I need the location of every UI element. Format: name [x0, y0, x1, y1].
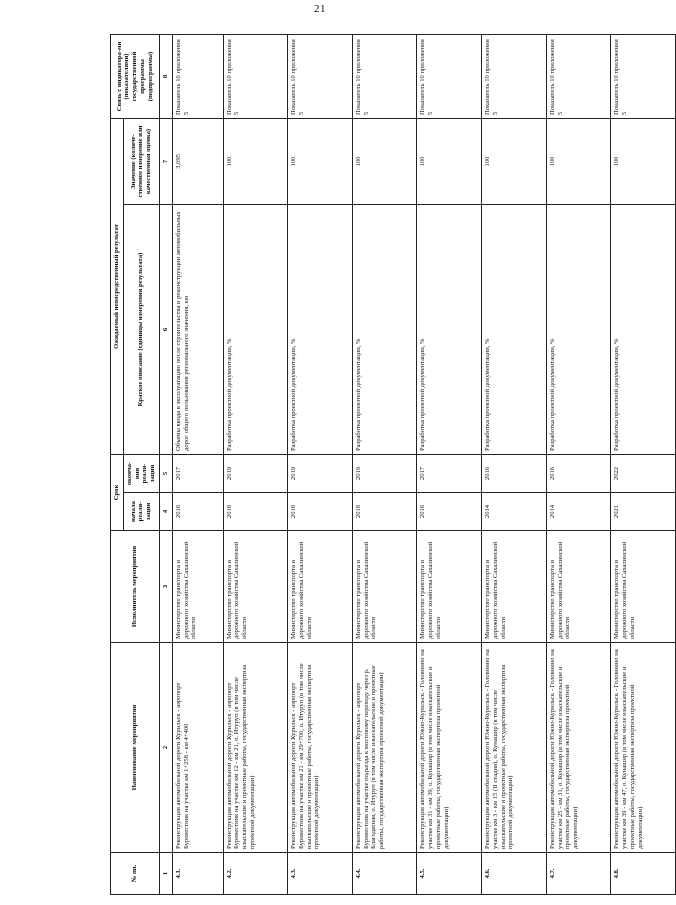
executor: Министерство транспорта и дорожного хозяйства Сахалинской области	[611, 531, 676, 643]
index-cell: 6	[159, 205, 172, 455]
header-value: Значение (количе-ственное измерение или качественная оценка)	[123, 118, 159, 204]
measure-name: Реконструкция автомобильной дороги Южно-Курильск - Головнино на участке км 25 - км 31, о. Кунашир (в том числе изыскательские и проектные работы, государственная экспертиза проектной документации)	[546, 643, 611, 853]
end-year: 2019	[352, 455, 417, 493]
table-row	[172, 34, 223, 894]
result-value: 100	[288, 118, 353, 204]
rotated-table-container	[110, 35, 644, 895]
table-row	[611, 34, 676, 894]
header-expected: Ожидаемый непосредственный результат	[111, 118, 124, 454]
row-number: 4.7.	[546, 853, 611, 895]
executor: Министерство транспорта и дорожного хозяйства Сахалинской области	[417, 531, 482, 643]
end-year: 2016	[482, 455, 547, 493]
indicator-link: Показатель 10 приложения 5	[172, 34, 223, 118]
start-year: 2018	[352, 493, 417, 531]
result-description: Разработка проектной документации, %	[288, 205, 353, 455]
start-year: 2014	[546, 493, 611, 531]
executor: Министерство транспорта и дорожного хозяйства Сахалинской области	[546, 531, 611, 643]
table-row	[417, 34, 482, 894]
executor: Министерство транспорта и дорожного хозяйства Сахалинской области	[288, 531, 353, 643]
end-year: 2017	[172, 455, 223, 493]
index-cell: 7	[159, 118, 172, 204]
result-description: Разработка проектной документации, %	[546, 205, 611, 455]
end-year: 2019	[288, 455, 353, 493]
executor: Министерство транспорта и дорожного хозяйства Сахалинской области	[172, 531, 223, 643]
measure-name: Реконструкция автомобильной дороги Курильск - аэропорт Буревестник на участке подъезда к мостовому переходу через р. Благодатная, о. Итуруп (в том числе изыскательские и проектные работы, государственная экспертиза проектной документации)	[352, 643, 417, 853]
measure-name: Реконструкция автомобильной дороги Южно-Курильск - Головнино на участке км 39 - км 47, о. Кунашир (в том числе изыскательские и проектные работы, государственная экспертиза проектной документации)	[611, 643, 676, 853]
row-number: 4.2.	[223, 853, 288, 895]
measure-name: Реконструкция автомобильной дороги Курильск - аэропорт Буревестник на участке км 21 - км 29+700, о. Итуруп (в том числе изыскательские и проектные работы, государственная экспертиза проектной документации)	[288, 643, 353, 853]
measure-name: Реконструкция автомобильной дороги Южно-Курильск - Головнино на участке км 3 - км 15 (II стадия), о. Кунашир (в том числе изыскательские и проектные работы, государственная экспертиза проектной документации)	[482, 643, 547, 853]
index-cell: 1	[159, 853, 172, 895]
row-number: 4.5.	[417, 853, 482, 895]
header-term: Срок	[111, 455, 124, 531]
result-value: 100	[482, 118, 547, 204]
indicator-link: Показатель 10 приложения 5	[288, 34, 353, 118]
executor: Министерство транспорта и дорожного хозяйства Сахалинской области	[352, 531, 417, 643]
indicator-link: Показатель 10 приложения 5	[482, 34, 547, 118]
end-year: 2022	[611, 455, 676, 493]
index-cell: 8	[159, 34, 172, 118]
index-row	[159, 34, 172, 894]
header-row-1	[111, 34, 124, 894]
indicator-link: Показатель 10 приложения 5	[417, 34, 482, 118]
index-cell: 2	[159, 643, 172, 853]
result-description: Разработка проектной документации, %	[482, 205, 547, 455]
row-number: 4.1.	[172, 853, 223, 895]
executor: Министерство транспорта и дорожного хозяйства Сахалинской области	[223, 531, 288, 643]
result-value: 100	[546, 118, 611, 204]
table-row	[352, 34, 417, 894]
result-value: 100	[223, 118, 288, 204]
row-number: 4.4.	[352, 853, 417, 895]
end-year: 2016	[546, 455, 611, 493]
table-row	[546, 34, 611, 894]
row-number: 4.6.	[482, 853, 547, 895]
start-year: 2018	[223, 493, 288, 531]
header-executor: Исполнитель мероприятия	[111, 531, 160, 643]
page-number: 21	[314, 3, 326, 15]
executor: Министерство транспорта и дорожного хозяйства Сахалинской области	[482, 531, 547, 643]
header-start: начала реали-зации	[123, 493, 159, 531]
start-year: 2016	[417, 493, 482, 531]
index-cell: 3	[159, 531, 172, 643]
end-year: 2019	[223, 455, 288, 493]
start-year: 2014	[482, 493, 547, 531]
indicator-link: Показатель 10 приложения 5	[223, 34, 288, 118]
indicator-link: Показатель 10 приложения 5	[611, 34, 676, 118]
header-desc: Краткое описание (единицы измерения результата)	[123, 205, 159, 455]
measures-table	[110, 34, 676, 895]
measure-name: Реконструкция автомобильной дороги Курильск - аэропорт Буревестник на участке км 12 - км 21, о. Итуруп (в том числе изыскательские и проектные работы, государственная экспертиза проектной документации)	[223, 643, 288, 853]
result-value: 100	[611, 118, 676, 204]
result-description: Разработка проектной документации, %	[611, 205, 676, 455]
measure-name: Реконструкция автомобильной дороги Курильск - аэропорт Буревестник на участке км 1+258 - км 4+400	[172, 643, 223, 853]
measure-name: Реконструкция автомобильной дороги Южно-Курильск - Головнино на участке км 31 - км 39, о. Кунашир (в том числе изыскательские и проектные работы, государственная экспертиза проектной документации)	[417, 643, 482, 853]
indicator-link: Показатель 10 приложения 5	[352, 34, 417, 118]
result-value: 100	[417, 118, 482, 204]
index-cell: 4	[159, 493, 172, 531]
result-description: Разработка проектной документации, %	[223, 205, 288, 455]
table-row	[288, 34, 353, 894]
index-cell: 5	[159, 455, 172, 493]
header-end: оконча-ния реали-зации	[123, 455, 159, 493]
row-number: 4.3.	[288, 853, 353, 895]
result-value: 100	[352, 118, 417, 204]
table-row	[223, 34, 288, 894]
table-row	[482, 34, 547, 894]
result-description: Разработка проектной документации, %	[352, 205, 417, 455]
result-description: Разработка проектной документации, %	[417, 205, 482, 455]
header-name: Наименование мероприятия	[111, 643, 160, 853]
header-link: Связь с индикатора-ми (показателями) государственной программы (подпрограммы)	[111, 34, 160, 118]
end-year: 2017	[417, 455, 482, 493]
result-description: Объемы ввода в эксплуатацию после строительства и реконструкции автомобильных дорог общего пользования регионального значения, км	[172, 205, 223, 455]
indicator-link: Показатель 10 приложения 5	[546, 34, 611, 118]
header-num: № пп.	[111, 853, 160, 895]
start-year: 2021	[611, 493, 676, 531]
start-year: 2016	[172, 493, 223, 531]
start-year: 2018	[288, 493, 353, 531]
result-value: 3,095	[172, 118, 223, 204]
row-number: 4.8.	[611, 853, 676, 895]
